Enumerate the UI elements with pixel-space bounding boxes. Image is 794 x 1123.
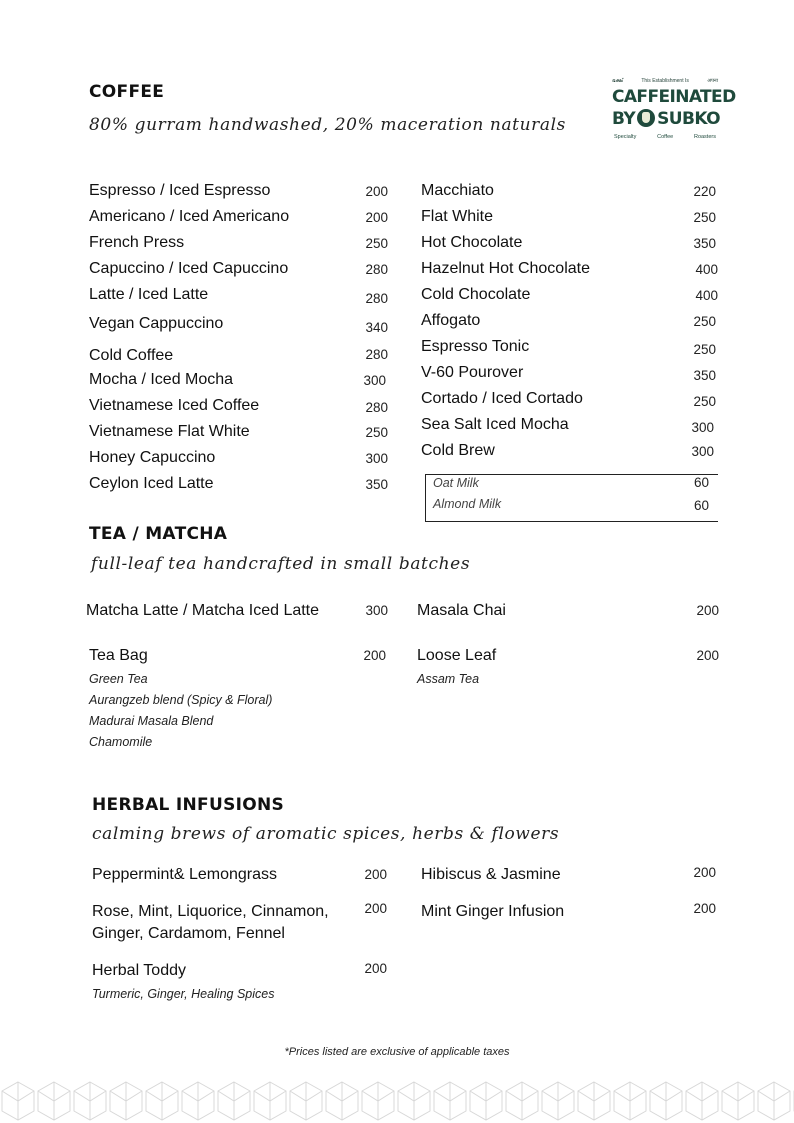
menu-item-name: Mint Ginger Infusion: [421, 903, 565, 920]
herbal-tagline: calming brews of aromatic spices, herbs & flowers: [92, 824, 560, 844]
menu-item-price: 220: [693, 184, 716, 199]
menu-item-price: 200: [363, 648, 386, 663]
menu-item-price: 250: [693, 342, 716, 357]
logo-top-right: अपना: [707, 78, 718, 84]
menu-item-price: 200: [693, 901, 716, 916]
menu-item-price: 280: [365, 291, 388, 306]
menu-item-name: Masala Chai: [417, 602, 506, 619]
logo-top-left: ഭക്ഷ്: [612, 78, 623, 84]
menu-item-price: 280: [365, 262, 388, 277]
menu-item-price: 350: [693, 368, 716, 383]
menu-item-price: 300: [691, 420, 714, 435]
menu-item-price: 300: [363, 373, 386, 388]
logo-subko: SUBKO: [657, 109, 721, 129]
menu-item-name: Hazelnut Hot Chocolate: [421, 260, 590, 277]
menu-item-name: Peppermint& Lemongrass: [92, 866, 277, 883]
tea-heading: TEA / MATCHA: [89, 524, 228, 544]
menu-item-name: Cortado / Iced Cortado: [421, 390, 583, 407]
logo-bottom-3: Roasters: [693, 134, 716, 140]
menu-item-name: Americano / Iced Americano: [89, 208, 290, 225]
menu-item-price: 280: [365, 400, 388, 415]
menu-item-price: 200: [364, 961, 387, 976]
menu-item-name: Loose Leaf: [417, 647, 497, 664]
milk-option-name: Oat Milk: [433, 476, 479, 490]
tea-option: Assam Tea: [417, 672, 480, 686]
tea-tagline: full-leaf tea handcrafted in small batches: [91, 554, 471, 574]
menu-item-name: Tea Bag: [89, 647, 148, 664]
menu-item-name: Rose, Mint, Liquorice, Cinnamon,: [92, 903, 329, 920]
logo-top-mid: This Establishment Is: [641, 78, 689, 84]
tea-option: Chamomile: [89, 735, 153, 749]
menu-item-price: 280: [365, 347, 388, 362]
menu-item-price: 340: [365, 320, 388, 335]
tea-option: Madurai Masala Blend: [89, 714, 214, 728]
menu-item-price: 200: [365, 184, 388, 199]
menu-item-price: 250: [693, 394, 716, 409]
menu-item-description: Turmeric, Ginger, Healing Spices: [92, 987, 275, 1001]
menu-item-name: Mocha / Iced Mocha: [89, 371, 234, 388]
coffee-heading: COFFEE: [89, 82, 165, 102]
milk-option-price: 60: [694, 475, 710, 490]
logo-line2: [612, 109, 720, 129]
menu-item-price: 200: [364, 901, 387, 916]
menu-item-name: Vietnamese Flat White: [89, 423, 250, 440]
menu-item-name: Hot Chocolate: [421, 234, 523, 251]
menu-item-name: Vegan Cappuccino: [89, 315, 224, 332]
menu-item-name: Honey Capuccino: [89, 449, 216, 466]
menu-item-price: 400: [695, 288, 718, 303]
menu-item-price: 400: [695, 262, 718, 277]
menu-item-name: Latte / Iced Latte: [89, 286, 209, 303]
menu-item-name: Cold Coffee: [89, 347, 174, 364]
milk-option-name: Almond Milk: [433, 497, 502, 511]
menu-item-name: French Press: [89, 234, 185, 251]
menu-item-price: 200: [696, 603, 719, 618]
menu-item-price: 250: [365, 236, 388, 251]
menu-item-name: Capuccino / Iced Capuccino: [89, 260, 289, 277]
cup-icon: [637, 109, 655, 127]
tea-option: Green Tea: [89, 672, 148, 686]
menu-item-name: Cold Brew: [421, 442, 495, 459]
menu-item-name: Macchiato: [421, 182, 494, 199]
tea-option: Aurangzeb blend (Spicy & Floral): [89, 693, 273, 707]
menu-item-price: 300: [365, 603, 388, 618]
menu-item-name: Affogato: [421, 312, 481, 329]
menu-item-name: Herbal Toddy: [92, 962, 186, 979]
milk-option-price: 60: [694, 498, 710, 513]
menu-item-name: Vietnamese Iced Coffee: [89, 397, 260, 414]
logo-line1: CAFFEINATED: [612, 87, 736, 107]
menu-item-price: 200: [365, 210, 388, 225]
logo-bottom-1: Specialty: [614, 134, 637, 140]
coffee-tagline: 80% gurram handwashed, 20% maceration naturals: [89, 115, 566, 135]
menu-item-name: Flat White: [421, 208, 494, 225]
menu-item-price: 250: [365, 425, 388, 440]
caffeinated-by-subko-logo: [612, 78, 736, 148]
menu-item-name: Espresso / Iced Espresso: [89, 182, 271, 199]
logo-by: BY: [612, 109, 636, 129]
hexagon-pattern-decoration: [0, 1080, 794, 1123]
tax-note: *Prices listed are exclusive of applicable taxes: [284, 1046, 510, 1058]
menu-item-name: Matcha Latte / Matcha Iced Latte: [86, 602, 320, 619]
menu-item-price: 300: [691, 444, 714, 459]
menu-item-name: V-60 Pourover: [421, 364, 524, 381]
menu-item-price: 200: [364, 867, 387, 882]
menu-item-price: 350: [365, 477, 388, 492]
menu-item-name: Ceylon Iced Latte: [89, 475, 214, 492]
menu-item-price: 200: [696, 648, 719, 663]
menu-item-price: 350: [693, 236, 716, 251]
menu-item-price: 300: [365, 451, 388, 466]
menu-item-name: Sea Salt Iced Mocha: [421, 416, 569, 433]
menu-item-name: Hibiscus & Jasmine: [421, 866, 561, 883]
menu-item-name: Cold Chocolate: [421, 286, 531, 303]
herbal-heading: HERBAL INFUSIONS: [92, 795, 285, 815]
menu-item-name-line2: Ginger, Cardamom, Fennel: [92, 925, 285, 942]
menu-item-price: 250: [693, 314, 716, 329]
menu-item-price: 250: [693, 210, 716, 225]
menu-item-price: 200: [693, 865, 716, 880]
logo-bottom-2: Coffee: [657, 134, 674, 140]
menu-item-name: Espresso Tonic: [421, 338, 530, 355]
